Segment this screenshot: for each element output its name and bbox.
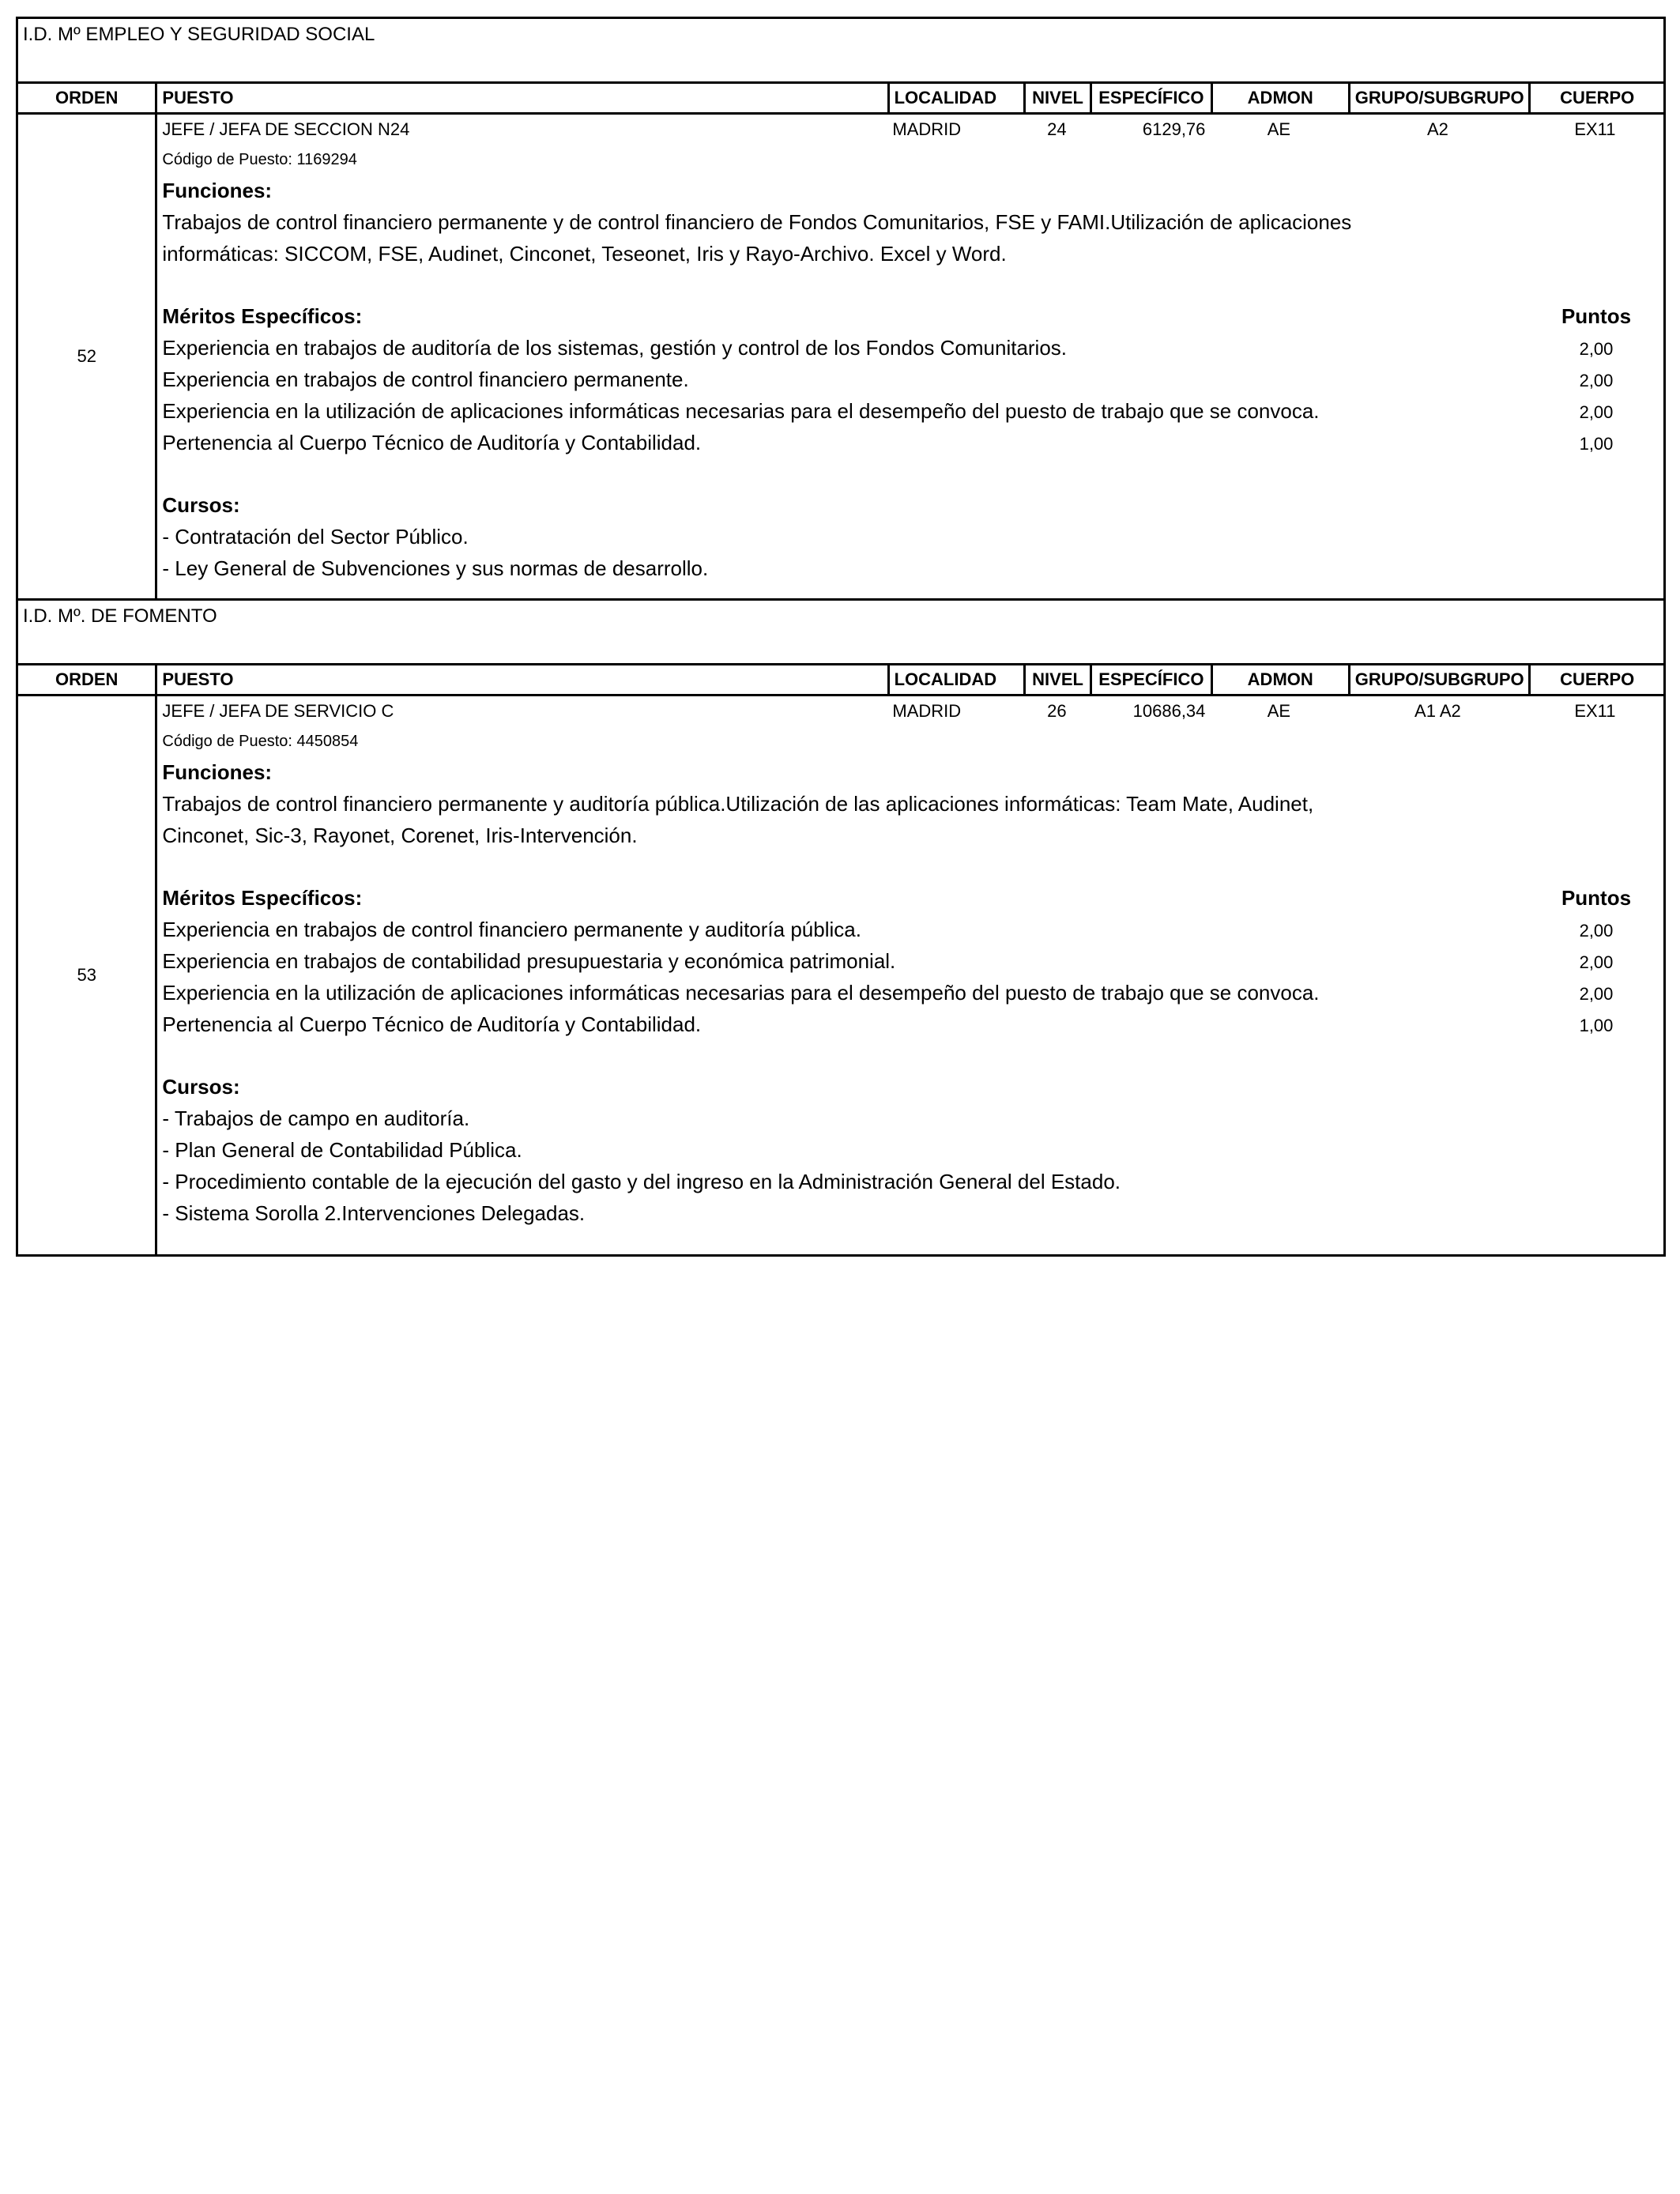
merit-item [157,395,1663,427]
header-grupo: GRUPO/SUBGRUPO [1349,83,1530,114]
meritos-header [157,300,1663,332]
nivel-value: 24 [1047,119,1067,139]
admon-value: AE [1267,119,1291,139]
merit-item [157,1008,1663,1040]
job-summary-line [157,701,1663,728]
ministry-row [17,600,1665,665]
job-listing-table [16,17,1666,1257]
puesto-value: JEFE / JEFA DE SECCION N24 [162,119,410,139]
header-localidad: LOCALIDAD [888,665,1024,696]
curso-item: - Sistema Sorolla 2.Intervenciones Delegadas. [162,1201,586,1225]
codigo-puesto: Código de Puesto: 1169294 [162,151,357,168]
merit-item [157,945,1663,977]
nivel-value: 26 [1047,701,1067,721]
localidad-value: MADRID [892,701,962,721]
merit-points: 2,00 [1579,921,1614,941]
merit-points: 1,00 [1579,1016,1614,1035]
header-especifico: ESPECÍFICO [1091,665,1211,696]
merit-text: Pertenencia al Cuerpo Técnico de Auditoría y Contabilidad. [162,1012,702,1036]
funciones-line: Cinconet, Sic-3, Rayonet, Corenet, Iris-Intervención. [162,824,638,847]
header-nivel: NIVEL [1024,83,1090,114]
job-summary-line [157,119,1663,146]
especifico-value: 10686,34 [1132,701,1206,721]
funciones-title: Funciones: [162,179,273,202]
ministry-title: I.D. Mº. DE FOMENTO [17,600,1665,665]
merit-points: 2,00 [1579,984,1614,1004]
merit-item [157,364,1663,395]
merit-points: 2,00 [1579,402,1614,422]
meritos-header [157,882,1663,914]
cuerpo-value: EX11 [1574,119,1616,139]
funciones-title: Funciones: [162,760,273,784]
funciones-line: Trabajos de control financiero permanente y auditoría pública.Utilización de las aplicaciones informáticas: Team Mate, Audinet, [162,792,1314,816]
job-details [156,696,1665,1256]
header-localidad: LOCALIDAD [888,83,1024,114]
admon-value: AE [1267,701,1291,721]
codigo-puesto: Código de Puesto: 4450854 [162,733,359,750]
curso-item: - Contratación del Sector Público. [162,525,469,548]
merit-text: Experiencia en trabajos de control financiero permanente y auditoría pública. [162,918,861,941]
merit-item [157,914,1663,945]
localidad-value: MADRID [892,119,962,139]
merit-points: 2,00 [1579,339,1614,359]
ministry-row [17,18,1665,83]
job-row [17,114,1665,600]
merit-points: 2,00 [1579,371,1614,390]
grupo-value: A2 [1426,119,1448,139]
cursos-title: Cursos: [162,1075,240,1099]
merit-item [157,427,1663,458]
curso-item: - Procedimiento contable de la ejecución del gasto y del ingreso en la Administración General del Estado. [162,1170,1121,1193]
header-cuerpo: CUERPO [1530,665,1665,696]
curso-item: - Ley General de Subvenciones y sus normas de desarrollo. [162,556,709,580]
funciones-line: Trabajos de control financiero permanente y de control financiero de Fondos Comunitarios, FSE y FAMI.Utilización de aplicaciones [162,210,1352,234]
merit-item [157,977,1663,1008]
job-row [17,696,1665,1256]
column-header-row [17,665,1665,696]
ministry-title: I.D. Mº EMPLEO Y SEGURIDAD SOCIAL [17,18,1665,83]
curso-item: - Plan General de Contabilidad Pública. [162,1138,522,1162]
puntos-title: Puntos [1561,886,1632,910]
merit-text: Experiencia en la utilización de aplicaciones informáticas necesarias para el desempeño del puesto de trabajo que se convoca. [162,981,1320,1005]
column-header-row [17,83,1665,114]
grupo-value: A1 A2 [1414,701,1461,721]
header-admon: ADMON [1211,83,1349,114]
cursos-title: Cursos: [162,493,240,517]
header-puesto: PUESTO [156,665,888,696]
header-nivel: NIVEL [1024,665,1090,696]
cuerpo-value: EX11 [1574,701,1616,721]
merit-item [157,332,1663,364]
especifico-value: 6129,76 [1142,119,1206,139]
header-puesto: PUESTO [156,83,888,114]
merit-points: 2,00 [1579,952,1614,972]
merit-text: Pertenencia al Cuerpo Técnico de Auditoría y Contabilidad. [162,431,702,454]
puesto-value: JEFE / JEFA DE SERVICIO C [162,701,394,721]
merit-text: Experiencia en trabajos de contabilidad presupuestaria y económica patrimonial. [162,949,896,973]
merit-text: Experiencia en trabajos de auditoría de los sistemas, gestión y control de los Fondos Comunitarios. [162,336,1068,360]
puntos-title: Puntos [1561,304,1632,328]
header-cuerpo: CUERPO [1530,83,1665,114]
curso-item: - Trabajos de campo en auditoría. [162,1106,470,1130]
orden-number: 52 [17,114,156,600]
orden-number: 53 [17,696,156,1256]
merit-points: 1,00 [1579,434,1614,454]
header-grupo: GRUPO/SUBGRUPO [1349,665,1530,696]
header-admon: ADMON [1211,665,1349,696]
meritos-title: Méritos Específicos: [162,886,363,910]
funciones-line: informáticas: SICCOM, FSE, Audinet, Cinconet, Teseonet, Iris y Rayo-Archivo. Excel y Word. [162,242,1007,266]
header-orden: ORDEN [17,83,156,114]
merit-text: Experiencia en trabajos de control financiero permanente. [162,368,689,391]
header-orden: ORDEN [17,665,156,696]
meritos-title: Méritos Específicos: [162,304,363,328]
job-details [156,114,1665,600]
merit-text: Experiencia en la utilización de aplicaciones informáticas necesarias para el desempeño del puesto de trabajo que se convoca. [162,399,1320,423]
header-especifico: ESPECÍFICO [1091,83,1211,114]
